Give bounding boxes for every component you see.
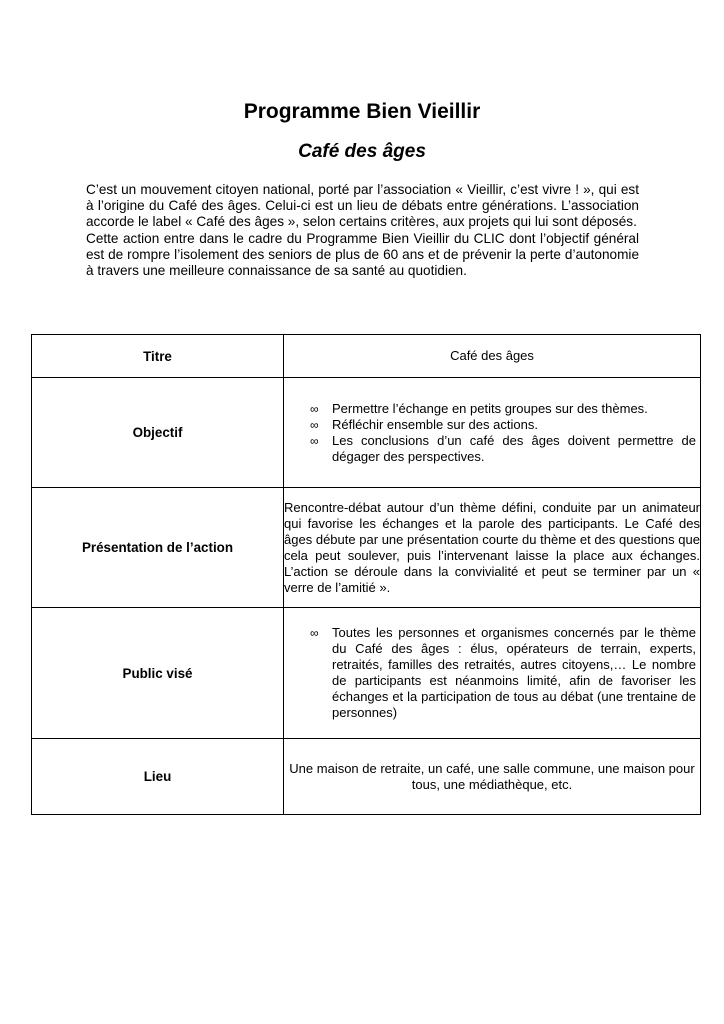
bullet-list <box>284 625 700 721</box>
list-item-text: Toutes les personnes et organismes concernés par le thème du Café des âges : élus, opérateurs de terrain, experts, retraités, familles des retraités, autres citoyens,… Le nombre de participants est néanmoins limité, afin de favoriser les échanges et la participation de tous au débat (une trentaine de personnes) <box>332 625 696 720</box>
row-label: Titre <box>32 335 284 378</box>
list-item-text: Permettre l’échange en petits groupes sur des thèmes. <box>332 400 648 416</box>
list-item <box>310 433 696 465</box>
row-label: Objectif <box>32 378 284 488</box>
table-row-public <box>32 608 701 739</box>
row-value <box>284 378 701 488</box>
table-row-objectif <box>32 378 701 488</box>
infinity-bullet-icon: ∞ <box>310 401 319 416</box>
infinity-bullet-icon: ∞ <box>310 433 319 448</box>
page-title: Programme Bien Vieillir <box>243 100 481 123</box>
infinity-bullet-icon: ∞ <box>310 626 319 640</box>
bullet-list <box>284 401 700 465</box>
list-item <box>310 401 696 417</box>
list-item-text: Réfléchir ensemble sur des actions. <box>332 416 538 432</box>
row-label: Public visé <box>32 608 284 739</box>
table-row-titre <box>32 335 701 378</box>
row-value <box>284 608 701 739</box>
row-value: Rencontre-débat autour d’un thème défini, conduite par un animateur qui favorise les échanges et la parole des participants. Le Café des âges débute par une présentation courte du thème et des questions que cela peut soulever, puis l’intervenant laisse la place aux échanges. L’action se déroule dans la convivialité et peut se terminer par un « verre de l’amitié ». <box>284 488 701 608</box>
intro-paragraph: C’est un mouvement citoyen national, porté par l’association « Vieillir, c’est vivre ! », qui est à l’origine du Café des âges. Celui-ci est un lieu de débats entre générations. L’association accorde le label « Café des âges », selon certains critères, aux projets qui lui sont déposés. <box>86 182 639 230</box>
list-item <box>310 625 696 721</box>
page-subtitle: Café des âges <box>298 141 426 162</box>
info-table <box>31 334 701 815</box>
infinity-bullet-icon: ∞ <box>310 417 319 432</box>
intro-text <box>86 182 639 279</box>
intro-paragraph: Cette action entre dans le cadre du Programme Bien Vieillir du CLIC dont l’objectif général est de rompre l’isolement des seniors de plus de 60 ans et de prévenir la perte d’autonomie à travers une meilleure connaissance de sa santé au quotidien. <box>86 230 639 279</box>
row-label: Lieu <box>32 739 284 815</box>
row-value: Café des âges <box>284 335 701 378</box>
row-value: Une maison de retraite, un café, une salle commune, une maison pour tous, une médiathèque, etc. <box>284 739 701 815</box>
table-row-presentation <box>32 488 701 608</box>
list-item-text: Les conclusions d’un café des âges doivent permettre de dégager des perspectives. <box>332 432 696 464</box>
table-row-lieu <box>32 739 701 815</box>
list-item <box>310 417 696 433</box>
row-label: Présentation de l’action <box>32 488 284 608</box>
